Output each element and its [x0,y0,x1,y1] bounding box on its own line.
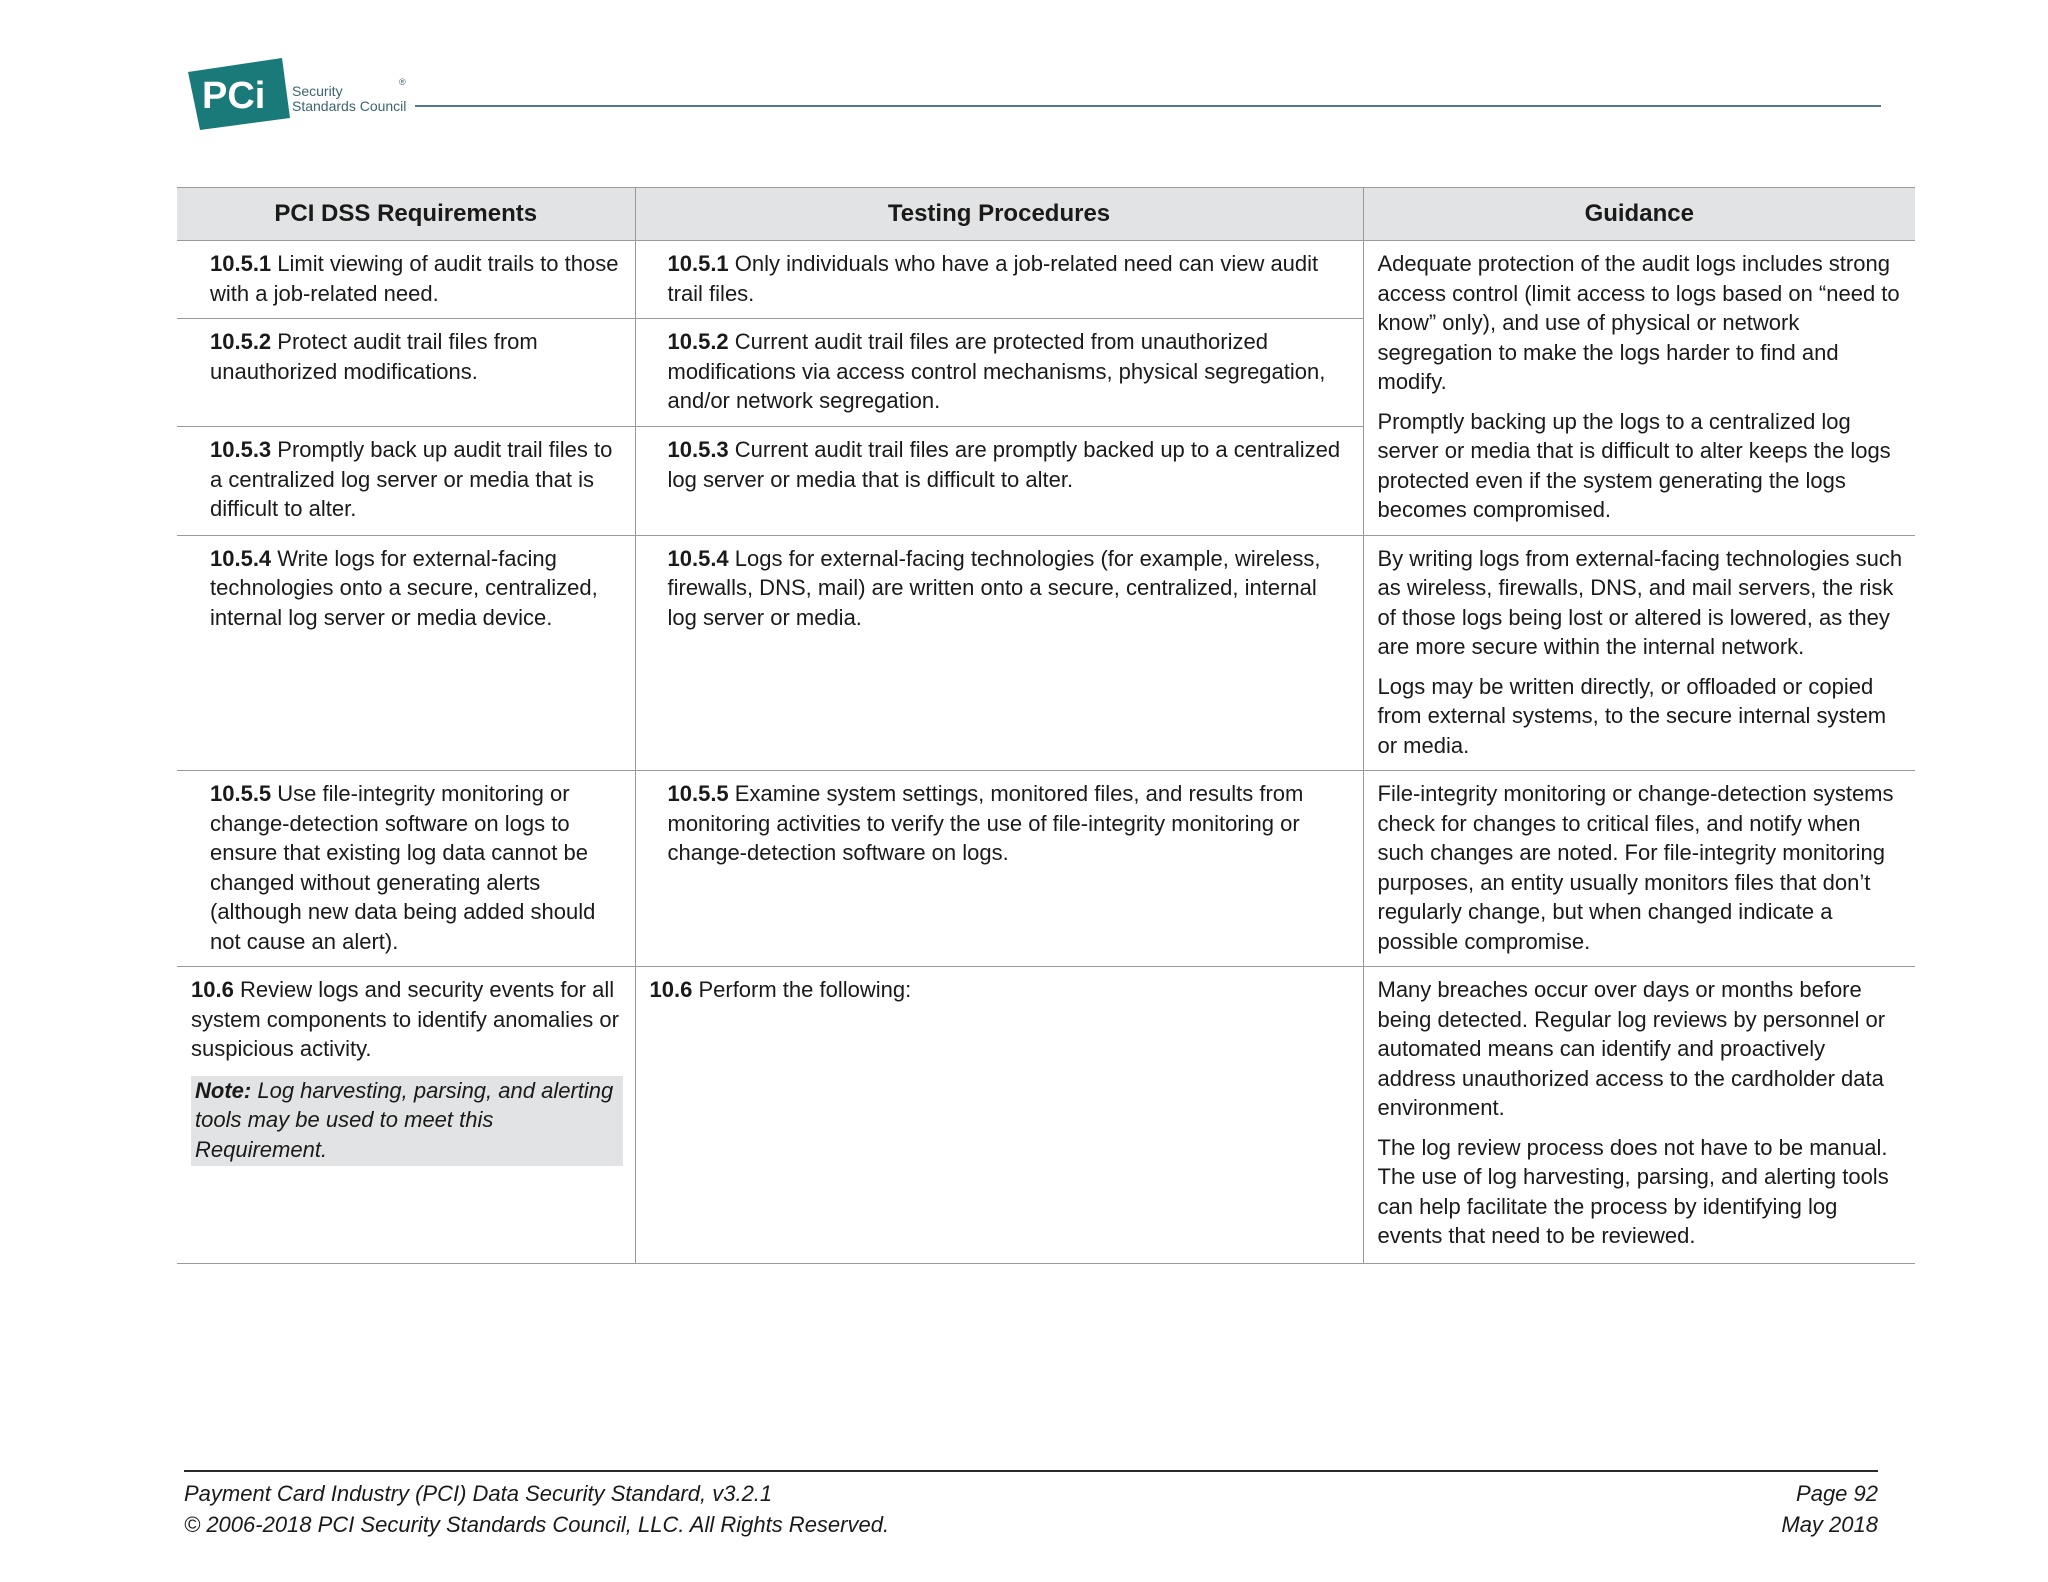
table-header-row [177,188,1915,241]
document-title: Payment Card Industry (PCI) Data Security Standard, v3.2.1 [184,1481,773,1506]
requirement-note [191,1076,623,1167]
guidance-paragraph: File-integrity monitoring or change-detection systems check for changes to critical files, and notify when such changes are noted. For file-integrity monitoring purposes, an entity usually monitors files that don’t regularly change, but when changed indicate a possible compromise. [1377,781,1894,954]
procedure-number: 10.5.5 [667,781,729,806]
logo-mark: PCi [202,75,266,117]
testing-procedure-cell [635,535,1363,771]
guidance-paragraph: The log review process does not have to be manual. The use of log harvesting, parsing, and alerting tools can help facilitate the process by identifying log events that need to be reviewed. [1377,1134,1889,1248]
guidance-cell [1363,241,1915,536]
guidance-paragraph: Promptly backing up the logs to a centralized log server or media that is difficult to alter keeps the logs protected even if the system generating the logs becomes compromised. [1377,408,1891,522]
requirement-text: Review logs and security events for all system components to identify anomalies or suspicious activity. [191,977,619,1061]
registered-mark: ® [399,77,406,87]
guidance-paragraph: Many breaches occur over days or months before being detected. Regular log reviews by personnel or automated means can identify and proactively address unauthorized access to the cardholder data environment. [1377,977,1886,1120]
guidance-cell [1363,771,1915,967]
requirement-text: Write logs for external-facing technologies onto a secure, centralized, internal log server or media device. [210,545,598,630]
procedure-number: 10.5.4 [667,545,729,571]
requirement-cell [177,535,635,771]
header-rule [415,105,1881,107]
requirements-table [177,187,1915,1264]
requirement-cell [177,319,635,427]
testing-procedure-cell [635,967,1363,1264]
column-header-testing-procedures: Testing Procedures [635,188,1363,241]
requirement-cell [177,967,635,1264]
publication-date: May 2018 [1781,1512,1878,1537]
testing-procedure-cell [635,241,1363,319]
requirement-text: Promptly back up audit trail files to a centralized log server or media that is difficult to alter. [210,437,613,522]
requirement-number: 10.5.4 [210,545,272,571]
procedure-text: Current audit trail files are protected from unauthorized modifications via access control mechanisms, physical segregation, and/or network segregation. [667,329,1326,414]
table-row [177,967,1915,1264]
page-header [186,58,1886,138]
procedure-text: Logs for external-facing technologies (for example, wireless, firewalls, DNS, mail) are written onto a secure, centralized, internal log server or media. [667,545,1321,630]
pci-logo-icon [186,58,296,132]
guidance-cell [1363,967,1915,1264]
requirement-text: Limit viewing of audit trails to those with a job-related need. [210,251,619,306]
guidance-cell [1363,535,1915,771]
table-row [177,241,1915,319]
requirement-number: 10.5.3 [210,437,272,463]
column-header-guidance: Guidance [1363,188,1915,241]
requirement-text: Protect audit trail files from unauthorized modifications. [210,329,538,384]
guidance-paragraph: Adequate protection of the audit logs includes strong access control (limit access to logs based on “need to know” only), and use of physical or network segregation to make the logs harder to find and modify. [1377,251,1900,394]
page-footer [184,1470,1878,1540]
requirement-number: 10.5.1 [210,251,272,276]
note-label: Note: [195,1077,252,1103]
requirement-cell [177,241,635,319]
procedure-text: Current audit trail files are promptly backed up to a centralized log server or media that is difficult to alter. [667,437,1341,492]
procedure-number: 10.5.2 [667,329,729,355]
testing-procedure-cell [635,319,1363,427]
column-header-requirements: PCI DSS Requirements [177,188,635,241]
testing-procedure-cell [635,427,1363,535]
testing-procedure-cell [635,771,1363,967]
requirement-number: 10.5.5 [210,781,272,806]
requirement-number: 10.5.2 [210,329,272,355]
requirement-text: Use file-integrity monitoring or change-detection software on logs to ensure that existing log data cannot be changed without generating alerts (although new data being added should not cause an alert). [210,781,596,954]
procedure-text: Only individuals who have a job-related need can view audit trail files. [667,251,1319,306]
page-number: Page 92 [1796,1481,1878,1506]
guidance-paragraph: By writing logs from external-facing technologies such as wireless, firewalls, DNS, and mail servers, the risk of those logs being lost or altered is lowered, as they are more secure within the internal network. [1377,545,1903,659]
copyright-notice: © 2006-2018 PCI Security Standards Council, LLC. All Rights Reserved. [184,1512,890,1537]
logo-wordmark [292,84,406,114]
table-row [177,771,1915,967]
procedure-text: Perform the following: [698,977,912,1002]
procedure-text: Examine system settings, monitored files, and results from monitoring activities to verify the use of file-integrity monitoring or change-detection software on logs. [667,781,1304,865]
logo-line-1: Security [292,83,343,99]
note-text: Log harvesting, parsing, and alerting tools may be used to meet this Requirement. [195,1077,614,1162]
footer-rule [184,1470,1878,1472]
requirement-cell [177,427,635,535]
table-row [177,535,1915,771]
logo-line-2: Standards Council [292,98,407,114]
requirement-number: 10.6 [191,977,234,1002]
guidance-paragraph: Logs may be written directly, or offloaded or copied from external systems, to the secure internal system or media. [1377,673,1887,758]
procedure-number: 10.5.3 [667,437,729,463]
procedure-number: 10.6 [649,977,693,1002]
requirement-cell [177,771,635,967]
procedure-number: 10.5.1 [667,251,729,276]
